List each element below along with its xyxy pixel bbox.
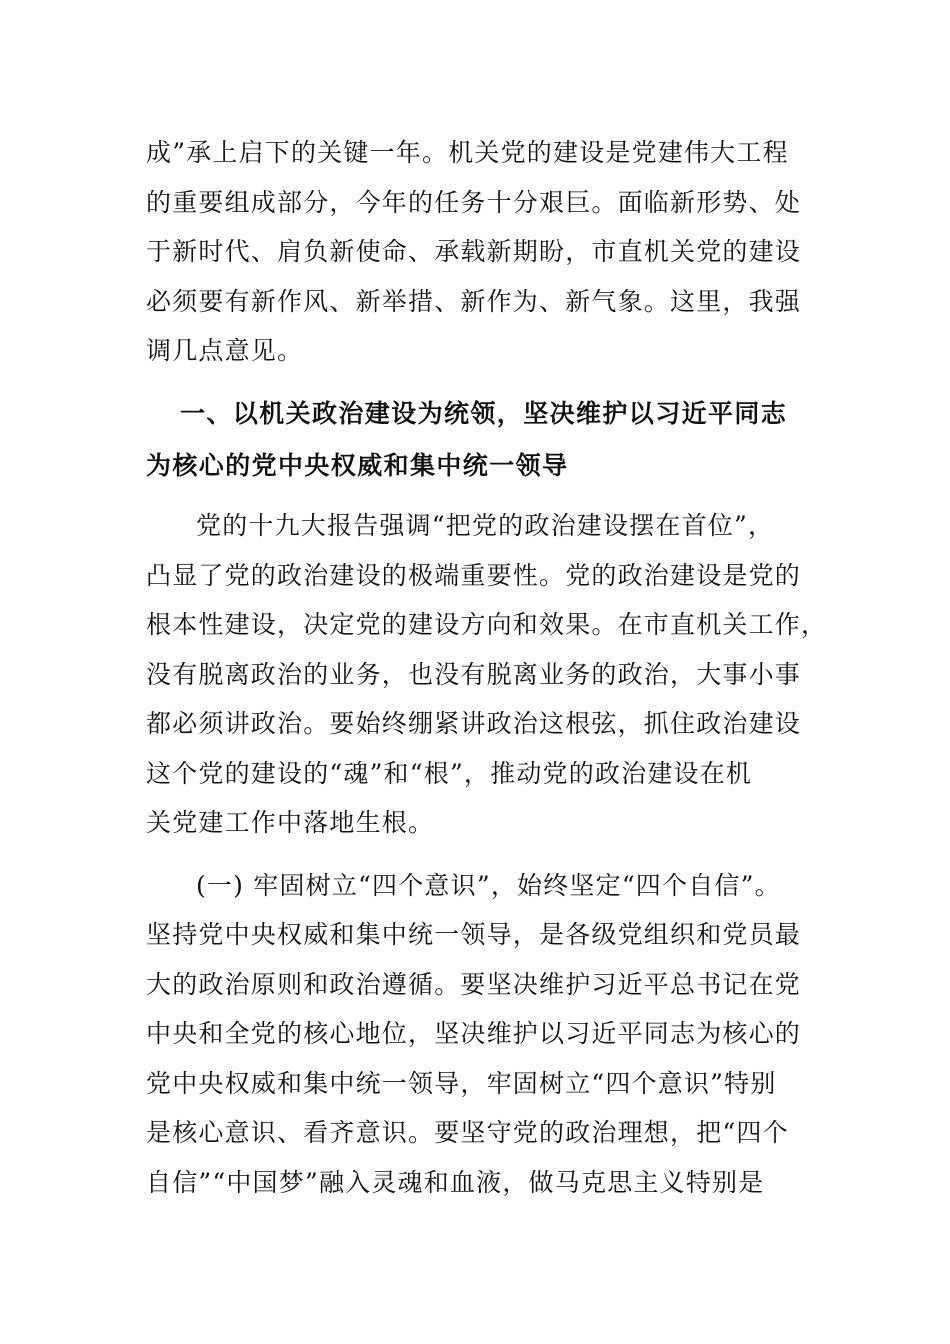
intro-line-2: 的重要组成部分，今年的任务十分艰巨。面临新形势、处 <box>146 188 802 217</box>
intro-line-3: 于新时代、肩负新使命、承载新期盼，市直机关党的建设 <box>146 237 802 266</box>
section-heading-line-2: 为核心的党中央权威和集中统一领导 <box>146 451 569 480</box>
paragraph-2-line-1: 党的十九大报告强调“把党的政治建设摆在首位”， <box>196 511 775 540</box>
paragraph-3-line-7: 自信”“中国梦”融入灵魂和血液，做马克思主义特别是 <box>146 1168 765 1197</box>
paragraph-2-line-3: 根本性建设，决定党的建设方向和效果。在市直机关工作， <box>146 610 828 639</box>
intro-line-5: 调几点意见。 <box>146 336 304 365</box>
paragraph-2-line-5: 都必须讲政治。要始终绷紧讲政治这根弦，抓住政治建设 <box>146 709 802 738</box>
paragraph-3-line-6: 是核心意识、看齐意识。要坚守党的政治理想，把“四个 <box>146 1118 789 1147</box>
paragraph-2-line-4: 没有脱离政治的业务，也没有脱离业务的政治，大事小事 <box>146 660 802 689</box>
intro-line-4: 必须要有新作风、新举措、新作为、新气象。这里，我强 <box>146 287 802 316</box>
paragraph-3-line-5: 党中央权威和集中统一领导，牢固树立“四个意识”特别 <box>146 1069 777 1098</box>
paragraph-3-line-4: 中央和全党的核心地位，坚决维护以习近平同志为核心的 <box>146 1019 802 1048</box>
paragraph-3-line-1: (一) 牢固树立“四个意识”，始终坚定“四个自信”。 <box>196 871 781 900</box>
paragraph-2-line-2: 凸显了党的政治建设的极端重要性。党的政治建设是党的 <box>146 561 802 590</box>
paragraph-3-line-2: 坚持党中央权威和集中统一领导，是各级党组织和党员最 <box>146 920 802 949</box>
section-heading-line-1: 一、以机关政治建设为统领，坚决维护以习近平同志 <box>180 399 788 428</box>
intro-line-1: 成”承上启下的关键一年。机关党的建设是党建伟大工程 <box>146 138 789 167</box>
paragraph-2-line-7: 关党建工作中落地生根。 <box>146 808 435 837</box>
paragraph-2-line-6: 这个党的建设的“魂”和“根”，推动党的政治建设在机 <box>146 759 753 788</box>
paragraph-3-line-3: 大的政治原则和政治遵循。要坚决维护习近平总书记在党 <box>146 970 802 999</box>
